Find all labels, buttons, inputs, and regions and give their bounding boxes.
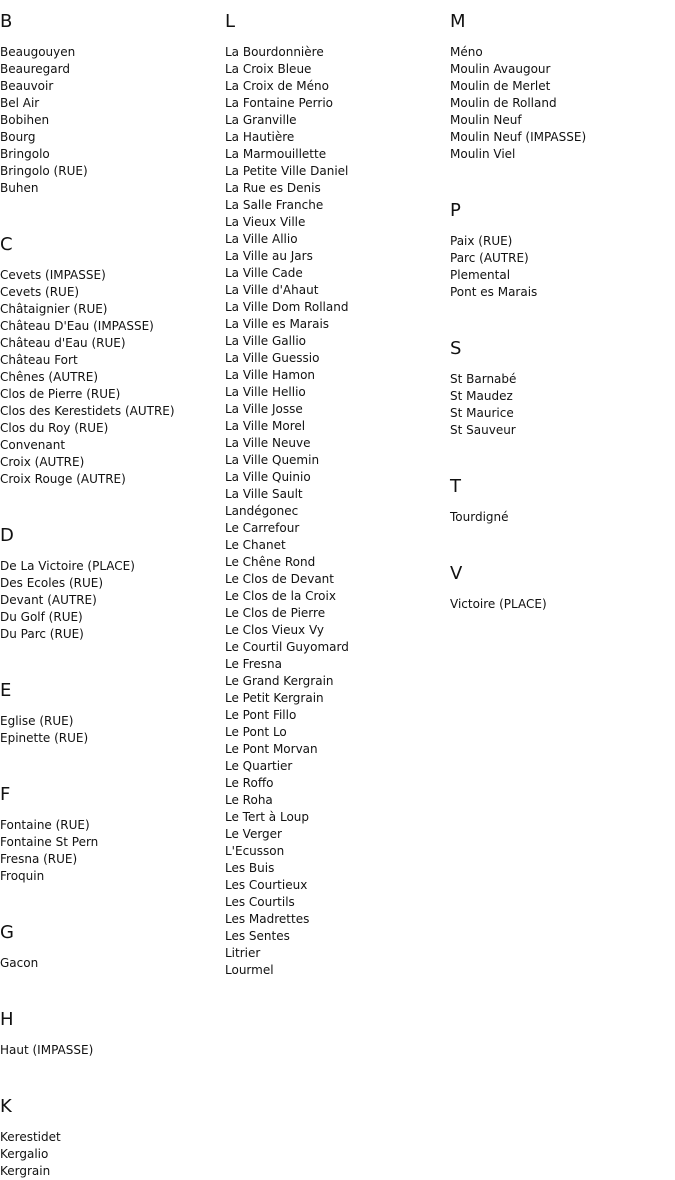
street-name[interactable]: Fresna (RUE) bbox=[0, 852, 78, 866]
street-name[interactable]: Beaugouyen bbox=[0, 45, 76, 59]
street-name[interactable]: La Ville Neuve bbox=[225, 436, 311, 450]
street-list bbox=[450, 509, 586, 526]
street-name[interactable]: La Bourdonnière bbox=[225, 45, 324, 59]
street-name[interactable]: St Sauveur bbox=[450, 423, 516, 437]
street-name[interactable]: Chênes (AUTRE) bbox=[0, 370, 99, 384]
street-name[interactable]: La Ville Allio bbox=[225, 232, 298, 246]
letter-group-h bbox=[0, 998, 175, 1085]
street-name[interactable]: Bringolo (RUE) bbox=[0, 164, 88, 178]
letter-group-s bbox=[450, 327, 586, 465]
street-name[interactable]: Fontaine St Pern bbox=[0, 835, 99, 849]
street-name[interactable]: Gacon bbox=[0, 956, 39, 970]
street-name[interactable]: Kerestidet bbox=[0, 1130, 61, 1144]
street-name[interactable]: Landégonec bbox=[225, 504, 299, 518]
street-name[interactable]: Les Sentes bbox=[225, 929, 290, 943]
street-name[interactable]: Le Quartier bbox=[225, 759, 293, 773]
letter-heading: F bbox=[0, 784, 11, 805]
street-name[interactable]: Le Clos de Pierre bbox=[225, 606, 326, 620]
letter-heading: S bbox=[450, 338, 462, 359]
street-name[interactable]: Victoire (PLACE) bbox=[450, 597, 547, 611]
street-name[interactable]: La Croix de Méno bbox=[225, 79, 329, 93]
group-spacer bbox=[450, 163, 586, 189]
street-name[interactable]: Kergrain bbox=[0, 1164, 51, 1178]
street-name[interactable]: Du Parc (RUE) bbox=[0, 627, 84, 641]
street-name[interactable]: La Marmouillette bbox=[225, 147, 327, 161]
street-name[interactable]: La Ville d'Ahaut bbox=[225, 283, 319, 297]
street-name[interactable]: Beauvoir bbox=[0, 79, 54, 93]
letter-group-p bbox=[450, 189, 586, 327]
street-name[interactable]: La Rue es Denis bbox=[225, 181, 321, 195]
letter-group-l bbox=[225, 0, 349, 979]
street-name[interactable]: La Croix Bleue bbox=[225, 62, 312, 76]
street-name[interactable]: Cevets (IMPASSE) bbox=[0, 268, 106, 282]
street-list bbox=[450, 596, 586, 613]
letter-heading: E bbox=[0, 680, 12, 701]
street-list bbox=[225, 44, 349, 979]
street-name[interactable]: La Hautière bbox=[225, 130, 295, 144]
letter-group-f bbox=[0, 773, 175, 911]
street-name[interactable]: Clos du Roy (RUE) bbox=[0, 421, 109, 435]
street-name[interactable]: Le Fresna bbox=[225, 657, 282, 671]
letter-heading: T bbox=[450, 476, 461, 497]
street-name[interactable]: La Ville Gallio bbox=[225, 334, 306, 348]
letter-heading: H bbox=[0, 1009, 14, 1030]
street-name[interactable]: L'Ecusson bbox=[225, 844, 285, 858]
street-name[interactable]: Moulin de Rolland bbox=[450, 96, 557, 110]
street-name[interactable]: Buhen bbox=[0, 181, 39, 195]
street-name[interactable]: La Granville bbox=[225, 113, 297, 127]
street-name[interactable]: Méno bbox=[450, 45, 483, 59]
street-column-2 bbox=[225, 0, 349, 979]
street-name[interactable]: Moulin de Merlet bbox=[450, 79, 551, 93]
street-name[interactable]: Le Tert à Loup bbox=[225, 810, 310, 824]
street-column-3 bbox=[450, 0, 586, 613]
street-name[interactable]: Plemental bbox=[450, 268, 511, 282]
letter-group-c bbox=[0, 223, 175, 514]
letter-heading: M bbox=[450, 11, 466, 32]
street-name[interactable]: Moulin Neuf (IMPASSE) bbox=[450, 130, 587, 144]
street-name[interactable]: Le Carrefour bbox=[225, 521, 300, 535]
letter-group-g bbox=[0, 911, 175, 998]
street-name[interactable]: Le Chanet bbox=[225, 538, 286, 552]
street-name[interactable]: La Ville Guessio bbox=[225, 351, 320, 365]
street-name[interactable]: Litrier bbox=[225, 946, 261, 960]
street-name[interactable]: Le Clos Vieux Vy bbox=[225, 623, 324, 637]
street-name[interactable]: Epinette (RUE) bbox=[0, 731, 89, 745]
street-name[interactable]: Cevets (RUE) bbox=[0, 285, 80, 299]
letter-heading: C bbox=[0, 234, 13, 255]
street-name[interactable]: Château D'Eau (IMPASSE) bbox=[0, 319, 154, 333]
street-list bbox=[0, 713, 175, 747]
group-spacer bbox=[450, 526, 586, 552]
street-name[interactable]: Château Fort bbox=[0, 353, 78, 367]
street-name[interactable]: La Ville Sault bbox=[225, 487, 303, 501]
street-name[interactable]: Le Verger bbox=[225, 827, 282, 841]
street-list bbox=[0, 44, 175, 197]
letter-heading: K bbox=[0, 1096, 12, 1117]
group-spacer bbox=[0, 885, 175, 911]
group-spacer bbox=[450, 439, 586, 465]
street-name[interactable]: Parc (AUTRE) bbox=[450, 251, 529, 265]
street-name[interactable]: Froquin bbox=[0, 869, 45, 883]
street-name[interactable]: Tourdigné bbox=[450, 510, 509, 524]
street-name[interactable]: La Vieux Ville bbox=[225, 215, 306, 229]
street-name[interactable]: Bourg bbox=[0, 130, 36, 144]
street-name[interactable]: La Salle Franche bbox=[225, 198, 324, 212]
group-spacer bbox=[0, 1059, 175, 1085]
street-name[interactable]: Château d'Eau (RUE) bbox=[0, 336, 126, 350]
street-name[interactable]: Paix (RUE) bbox=[450, 234, 513, 248]
street-name[interactable]: Le Petit Kergrain bbox=[225, 691, 324, 705]
street-name[interactable]: Eglise (RUE) bbox=[0, 714, 74, 728]
letter-group-m bbox=[450, 0, 586, 189]
street-name[interactable]: Bobihen bbox=[0, 113, 50, 127]
street-name[interactable]: La Ville Cade bbox=[225, 266, 303, 280]
street-list bbox=[0, 955, 175, 972]
street-name[interactable]: Croix Rouge (AUTRE) bbox=[0, 472, 126, 486]
group-spacer bbox=[0, 488, 175, 514]
street-name[interactable]: La Ville Hellio bbox=[225, 385, 306, 399]
street-name[interactable]: Le Chêne Rond bbox=[225, 555, 316, 569]
street-name[interactable]: La Ville Morel bbox=[225, 419, 306, 433]
street-name[interactable]: La Fontaine Perrio bbox=[225, 96, 333, 110]
street-name[interactable]: Bringolo bbox=[0, 147, 50, 161]
street-name[interactable]: Les Courtils bbox=[225, 895, 295, 909]
letter-group-t bbox=[450, 465, 586, 552]
street-name[interactable]: Moulin Viel bbox=[450, 147, 516, 161]
street-name[interactable]: St Maudez bbox=[450, 389, 513, 403]
street-name[interactable]: Pont es Marais bbox=[450, 285, 538, 299]
street-name[interactable]: Le Clos de Devant bbox=[225, 572, 334, 586]
letter-heading: V bbox=[450, 563, 463, 584]
street-name[interactable]: Du Golf (RUE) bbox=[0, 610, 83, 624]
street-name[interactable]: Les Courtieux bbox=[225, 878, 308, 892]
street-name[interactable]: Le Grand Kergrain bbox=[225, 674, 334, 688]
letter-group-d bbox=[0, 514, 175, 669]
street-name[interactable]: La Ville Dom Rolland bbox=[225, 300, 349, 314]
letter-group-k bbox=[0, 1085, 175, 1180]
street-name[interactable]: De La Victoire (PLACE) bbox=[0, 559, 135, 573]
street-name[interactable]: Fontaine (RUE) bbox=[0, 818, 90, 832]
letter-group-e bbox=[0, 669, 175, 773]
street-name[interactable]: Moulin Avaugour bbox=[450, 62, 551, 76]
group-spacer bbox=[0, 197, 175, 223]
street-name[interactable]: Le Pont Lo bbox=[225, 725, 287, 739]
street-name[interactable]: Le Pont Fillo bbox=[225, 708, 297, 722]
street-list bbox=[450, 233, 586, 301]
street-name[interactable]: Haut (IMPASSE) bbox=[0, 1043, 94, 1057]
letter-heading: P bbox=[450, 200, 461, 221]
street-name[interactable]: St Maurice bbox=[450, 406, 514, 420]
street-name[interactable]: Le Roffo bbox=[225, 776, 274, 790]
group-spacer bbox=[0, 643, 175, 669]
street-name[interactable]: Beauregard bbox=[0, 62, 70, 76]
letter-heading: B bbox=[0, 11, 13, 32]
street-name[interactable]: La Ville Quinio bbox=[225, 470, 311, 484]
street-name[interactable]: Les Madrettes bbox=[225, 912, 310, 926]
street-name[interactable]: Châtaignier (RUE) bbox=[0, 302, 108, 316]
group-spacer bbox=[0, 972, 175, 998]
street-name[interactable]: Le Courtil Guyomard bbox=[225, 640, 349, 654]
street-name[interactable]: Devant (AUTRE) bbox=[0, 593, 97, 607]
street-name[interactable]: St Barnabé bbox=[450, 372, 517, 386]
street-name[interactable]: Bel Air bbox=[0, 96, 40, 110]
street-list bbox=[0, 1042, 175, 1059]
letter-group-v bbox=[450, 552, 586, 613]
street-name[interactable]: Clos de Pierre (RUE) bbox=[0, 387, 121, 401]
street-name[interactable]: Le Pont Morvan bbox=[225, 742, 318, 756]
letter-heading: L bbox=[225, 11, 236, 32]
street-name[interactable]: Clos des Kerestidets (AUTRE) bbox=[0, 404, 175, 418]
street-name[interactable]: Des Ecoles (RUE) bbox=[0, 576, 104, 590]
street-name[interactable]: Convenant bbox=[0, 438, 66, 452]
street-name[interactable]: Lourmel bbox=[225, 963, 274, 977]
street-name[interactable]: La Ville Josse bbox=[225, 402, 303, 416]
street-name[interactable]: Les Buis bbox=[225, 861, 275, 875]
street-list bbox=[450, 44, 586, 163]
group-spacer bbox=[450, 301, 586, 327]
street-name[interactable]: La Ville Hamon bbox=[225, 368, 316, 382]
street-name[interactable]: La Ville Quemin bbox=[225, 453, 320, 467]
street-list bbox=[0, 817, 175, 885]
letter-heading: G bbox=[0, 922, 14, 943]
street-name[interactable]: Croix (AUTRE) bbox=[0, 455, 85, 469]
street-name[interactable]: Le Clos de la Croix bbox=[225, 589, 336, 603]
letter-group-b bbox=[0, 0, 175, 223]
street-list bbox=[0, 1129, 175, 1180]
street-name[interactable]: Moulin Neuf bbox=[450, 113, 522, 127]
street-name[interactable]: La Ville au Jars bbox=[225, 249, 313, 263]
group-spacer bbox=[0, 747, 175, 773]
street-name[interactable]: La Ville es Marais bbox=[225, 317, 330, 331]
street-list bbox=[0, 558, 175, 643]
letter-heading: D bbox=[0, 525, 14, 546]
street-name[interactable]: Kergalio bbox=[0, 1147, 49, 1161]
street-list bbox=[450, 371, 586, 439]
street-name[interactable]: La Petite Ville Daniel bbox=[225, 164, 349, 178]
street-column-1 bbox=[0, 0, 175, 1180]
street-list bbox=[0, 267, 175, 488]
street-name[interactable]: Le Roha bbox=[225, 793, 273, 807]
